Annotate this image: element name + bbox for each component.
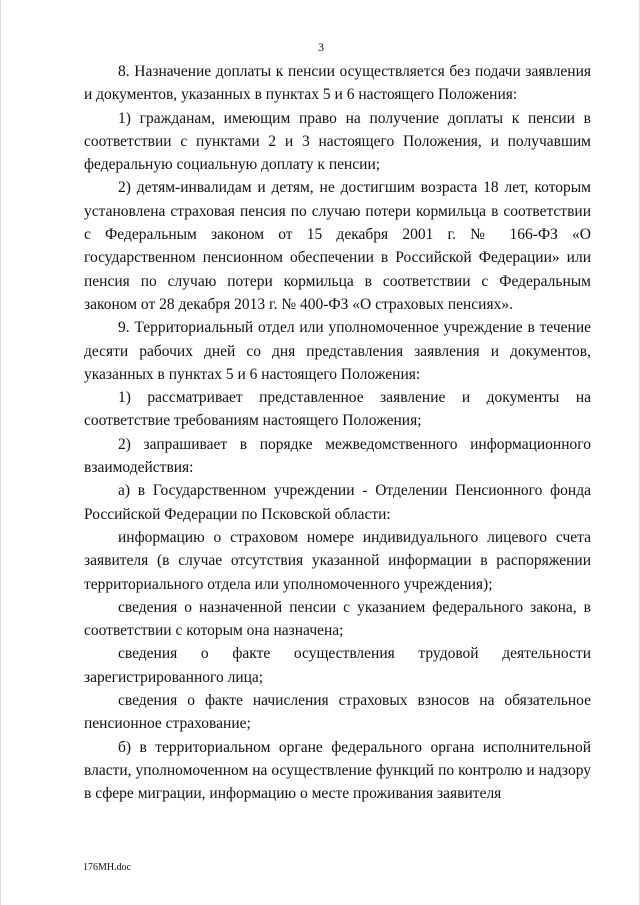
document-body (84, 60, 591, 806)
paragraph-8: 8. Назначение доплаты к пенсии осуществляется без подачи заявления и документов, указанных в пунктах 5 и 6 настоящего Положения: (84, 63, 591, 104)
subitem-a-employment: сведения о факте осуществления трудовой деятельности зарегистрированного лица; (84, 645, 591, 686)
paragraph-9: 9. Территориальный отдел или уполномоченное учреждение в течение десяти рабочих дней со дня представления заявления и документов, указанных в пунктах 5 и 6 настоящего Положения: (84, 319, 591, 383)
paragraph-9-item-2: 2) запрашивает в порядке межведомственного информационного взаимодействия: (84, 435, 591, 477)
paragraph-9-item-1: 1) рассматривает представленное заявление и документы на соответствие требованиям настоящего Положения; (84, 389, 591, 430)
subitem-a-pension: сведения о назначенной пенсии с указанием федерального закона, в соответствии с которым она назначена; (84, 598, 591, 640)
subitem-a-contributions: сведения о факте начисления страховых взносов на обязательное пенсионное страхование; (84, 692, 591, 733)
file-name-footer: 176МН.doc (83, 862, 132, 873)
subitem-a-snils: информацию о страховом номере индивидуального лицевого счета заявителя (в случае отсутствия указанной информации в распоряжении территориального отдела или уполномоченного учреждения); (84, 528, 591, 593)
paragraph-8-item-1: 1) гражданам, имеющим право на получение доплаты к пенсии в соответствии с пунктами 2 и 3 настоящего Положения, и получавшим федеральную социальную доплату к пенсии; (84, 109, 591, 174)
subitem-b: б) в территориальном органе федерального органа исполнительной власти, уполномоченном на осуществление функций по контролю и надзору в сфере миграции, информацию о месте проживания заявителя (84, 738, 591, 803)
page-number: 3 (318, 40, 324, 54)
subitem-a: а) в Государственном учреждении - Отделении Пенсионного фонда Российской Федерации по Псковской области: (84, 482, 591, 523)
paragraph-8-item-2: 2) детям-инвалидам и детям, не достигшим возраста 18 лет, которым установлена страховая пенсия по случаю потери кормильца в соответствии с Федеральным законом от 15 декабря 2001 г. № 166-ФЗ «О государственном пенсионном обеспечении в Российской Федерации» или пенсия по случаю потери кормильца в соответствии с Федеральным законом от 28 декабря 2013 г. № 400-ФЗ «О страховых пенсиях». (84, 179, 591, 313)
